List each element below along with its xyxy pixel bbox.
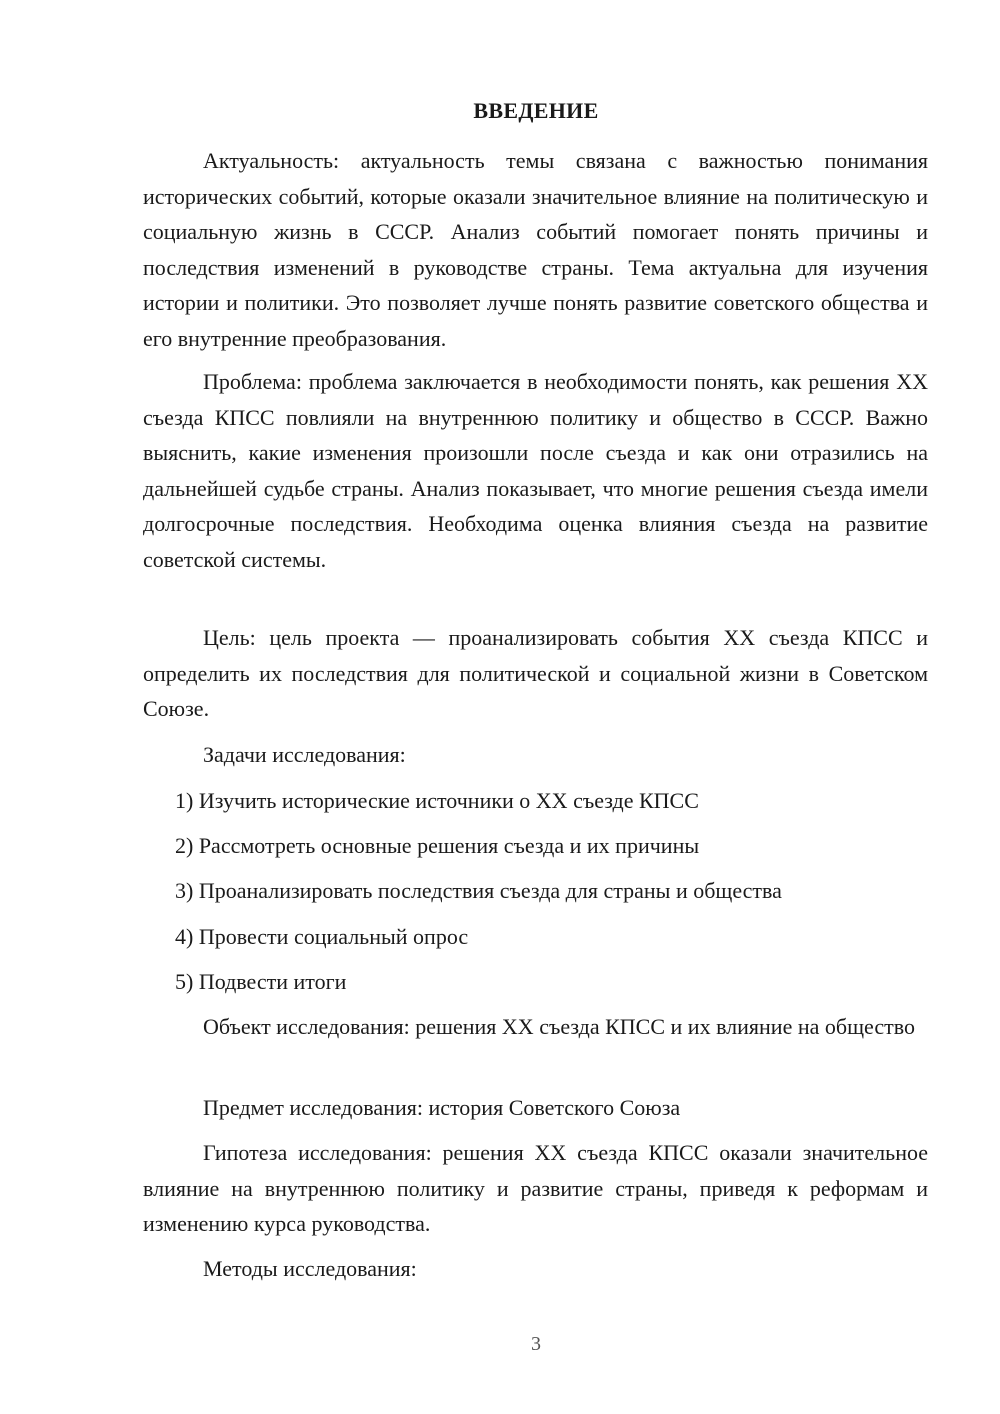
paragraph-subject: Предмет исследования: история Советского Союза <box>203 1095 681 1120</box>
paragraph-hypothesis: Гипотеза исследования: решения XX съезда КПСС оказали значительное влияние на внутреннюю политику и развитие страны, приведя к реформам и изменению курса руководства. <box>143 1140 928 1236</box>
tasks-heading: Задачи исследования: <box>203 742 406 767</box>
page-number: 3 <box>531 1333 541 1355</box>
task-item-2: 2) Рассмотреть основные решения съезда и их причины <box>175 833 700 858</box>
task-item-3: 3) Проанализировать последствия съезда для страны и общества <box>175 878 782 903</box>
task-item-5: 5) Подвести итоги <box>175 969 347 994</box>
page-title: ВВЕДЕНИЕ <box>473 98 599 123</box>
task-item-1: 1) Изучить исторические источники о XX съезде КПСС <box>175 788 699 813</box>
paragraph-problem: Проблема: проблема заключается в необходимости понять, как решения XX съезда КПСС повлияли на внутреннюю политику и общество в СССР. Важно выяснить, какие изменения произошли после съезда и как они отразились на дальнейшей судьбе страны. Анализ показывает, что многие решения съезда имели долгосрочные последствия. Необходима оценка влияния съезда на развитие советской системы. <box>143 369 928 572</box>
paragraph-object: Объект исследования: решения XX съезда КПСС и их влияние на общество <box>203 1014 915 1039</box>
paragraph-goal: Цель: цель проекта — проанализировать события XX съезда КПСС и определить их последствия для политической и социальной жизни в Советском Союзе. <box>143 625 928 721</box>
paragraph-relevance: Актуальность: актуальность темы связана с важностью понимания исторических событий, которые оказали значительное влияние на политическую и социальную жизнь в СССР. Анализ событий помогает понять причины и последствия изменений в руководстве страны. Тема актуальна для изучения истории и политики. Это позволяет лучше понять развитие советского общества и его внутренние преобразования. <box>143 148 928 351</box>
methods-heading: Методы исследования: <box>203 1256 417 1281</box>
task-item-4: 4) Провести социальный опрос <box>175 924 469 949</box>
